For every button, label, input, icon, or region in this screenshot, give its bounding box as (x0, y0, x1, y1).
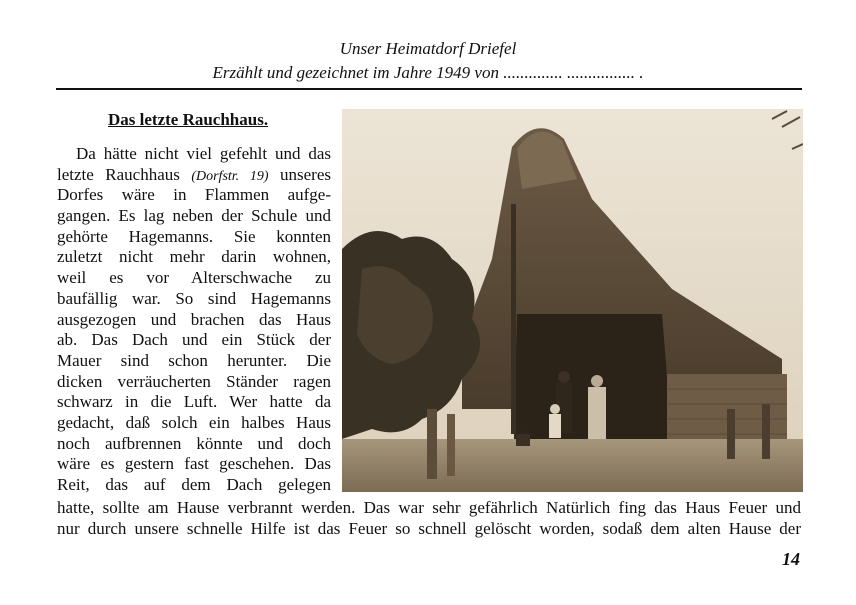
address-note: (Dorfstr. 19) (191, 168, 269, 184)
text-line: gangen. Es lag neben der Schule und (57, 206, 331, 226)
header-title: Unser Heimatdorf Driefel (339, 39, 517, 58)
text-line: nur durch unsere schnelle Hilfe ist das Feuer so schnell gelöscht worden, sodaß dem alten Hause der (57, 519, 801, 538)
text-line: wäre es gestern fast geschehen. Das (57, 454, 331, 474)
page-number: 14 (782, 549, 800, 569)
text-line: weil es vor Alterschwache zu (57, 268, 331, 288)
section-title: Das letzte Rauchhaus. (108, 110, 269, 129)
text-line: ausgezogen und brachen das Haus (57, 309, 331, 329)
text-line: Da hätte nicht viel gefehlt und das (76, 144, 331, 163)
photo-illustration (342, 109, 803, 492)
text-line: baufällig war. So sind Hagemanns (57, 288, 331, 308)
left-column-text (57, 144, 331, 496)
text-line: Mauer sind schon herunter. Die (57, 350, 331, 370)
text-line: noch aufbrennen könnte und doch (57, 433, 331, 453)
text-segment: unseres (268, 164, 331, 184)
text-line: zuletzt nicht mehr darin wohnen, (57, 247, 331, 267)
text-line: gedacht, daß solch ein halbes Haus (57, 412, 331, 432)
text-segment: letzte Rauchhaus (57, 164, 192, 184)
text-line: gehörte Hagemanns. Sie konnten (57, 226, 331, 246)
header-rule (56, 88, 802, 90)
text-line: Dorfes wäre in Flammen aufge- (57, 185, 331, 205)
text-line (57, 165, 331, 186)
header-subtitle: Erzählt und gezeichnet im Jahre 1949 von .............. ................ . (212, 63, 644, 82)
full-width-text (57, 497, 801, 539)
text-line: schwarz in die Luft. Wer hatte da (57, 392, 331, 412)
text-line: ab. Das Dach und ein Stück der (57, 330, 331, 350)
rauchhaus-photo (342, 109, 803, 492)
text-line: dicken verräucherten Ständer ragen (57, 371, 331, 391)
wooden-pole (511, 204, 516, 434)
text-line: Reit, das auf dem Dach gelegen (57, 475, 331, 494)
text-line: hatte, sollte am Hause verbrannt werden. Das war sehr gefährlich Natürlich fing das Haus Feuer und (57, 498, 801, 517)
